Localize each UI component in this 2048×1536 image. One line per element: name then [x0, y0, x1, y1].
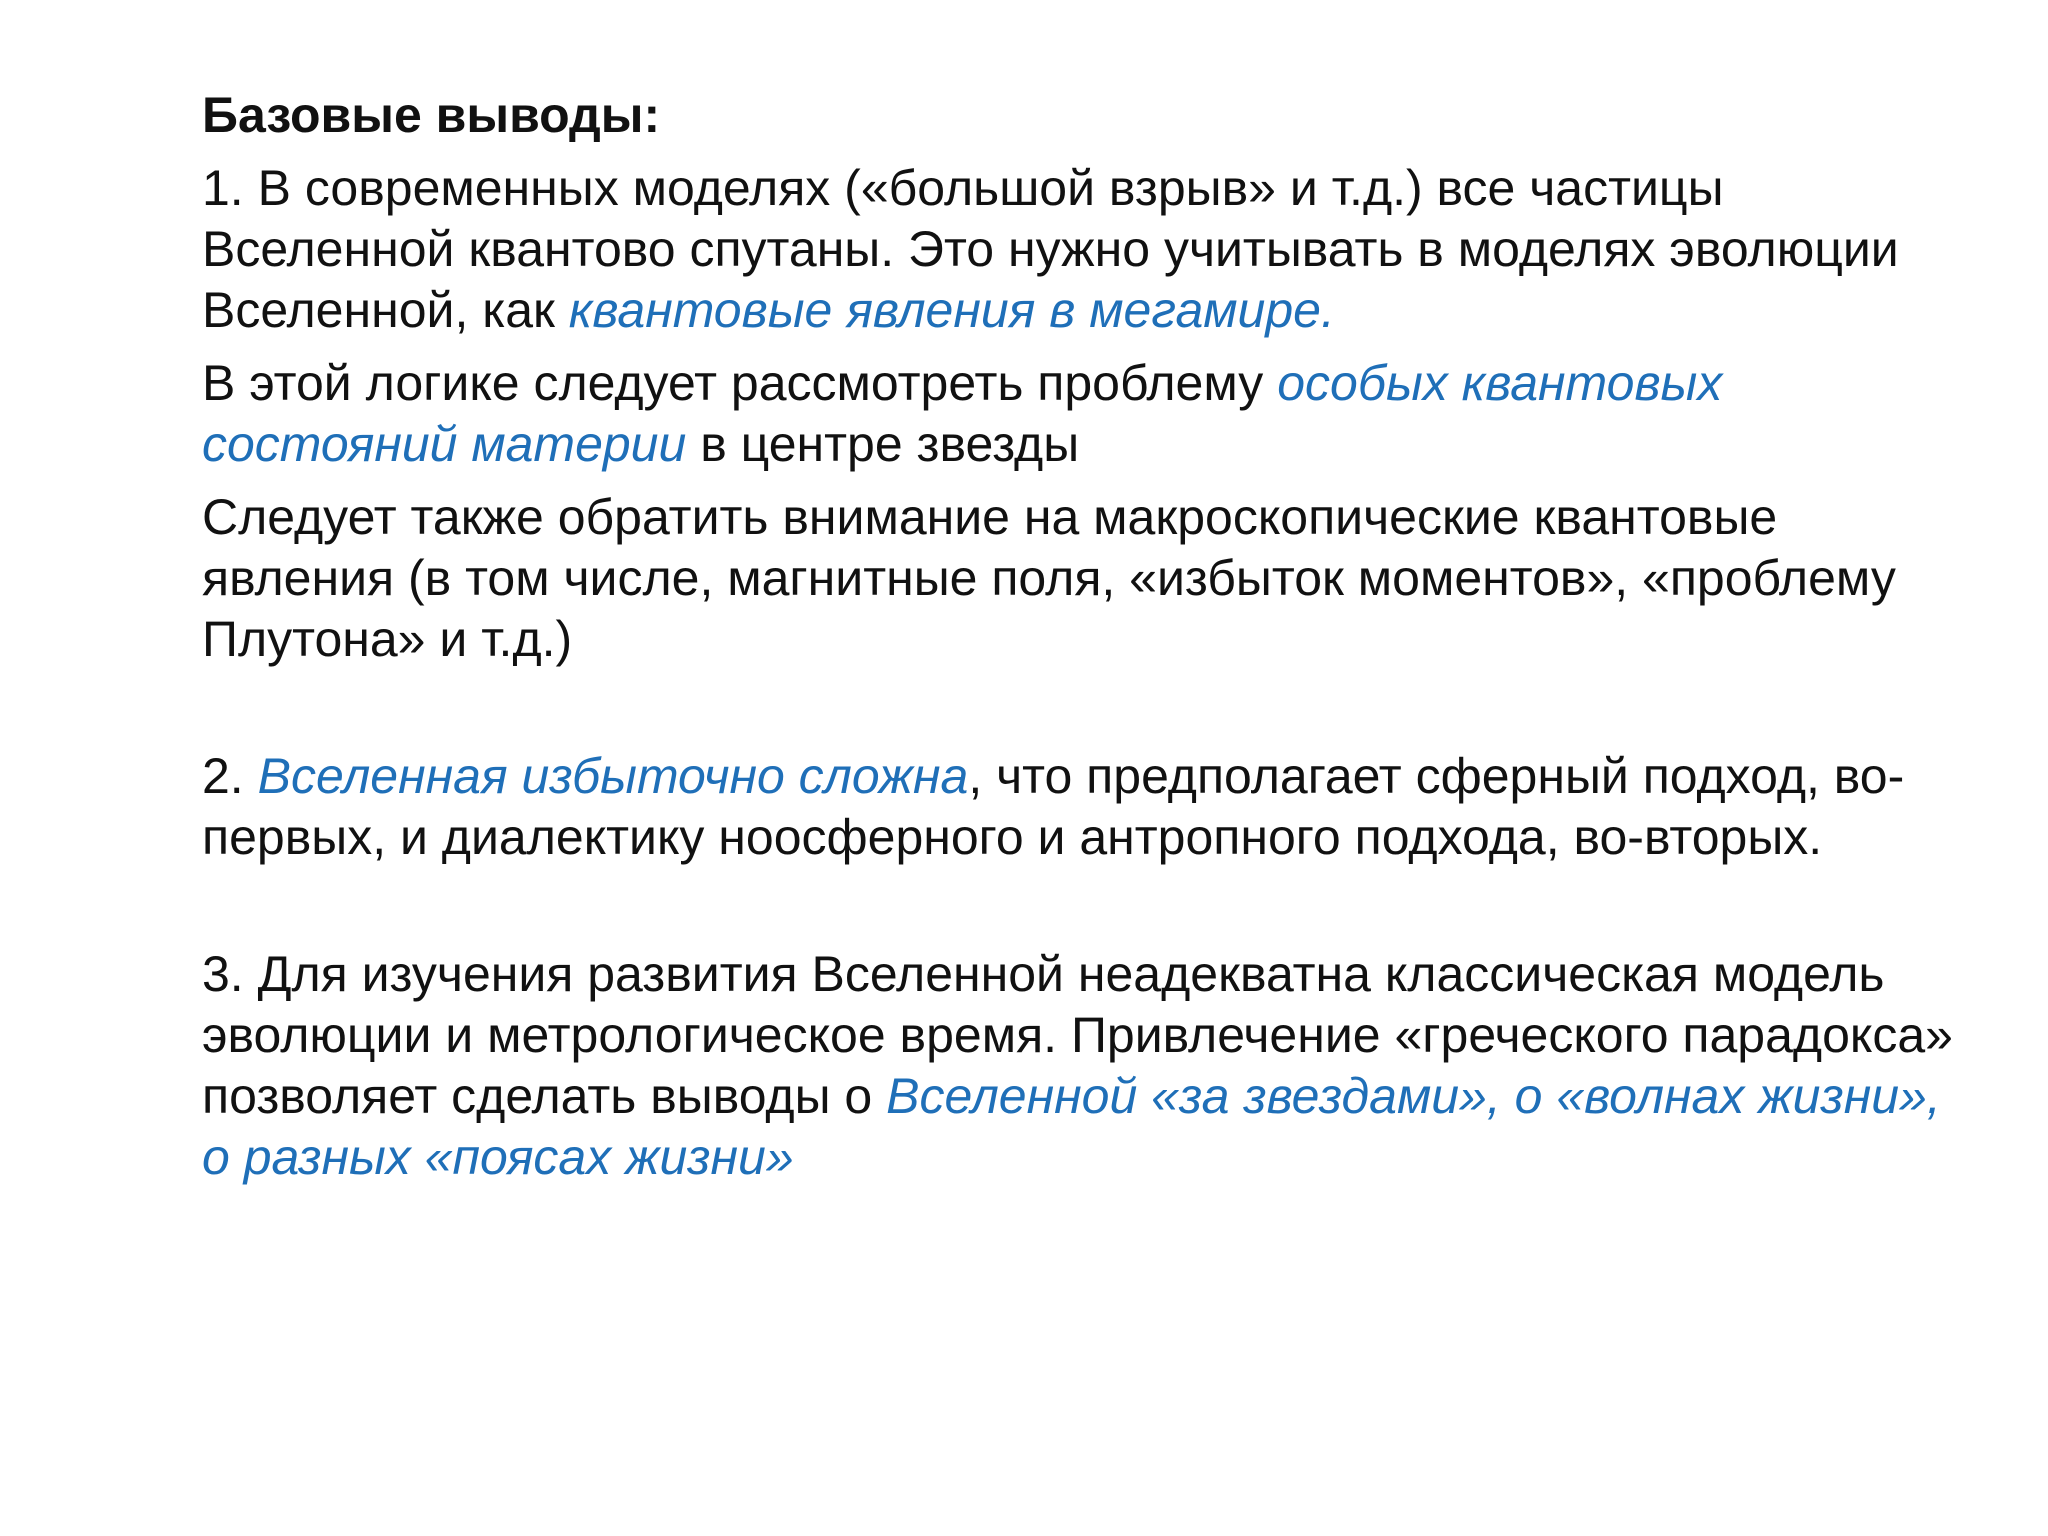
- conclusion-3-text: 3. Для изучения развития Вселенной неадекватна классическая модель эволюции и метрологическое время. Привлечение «греческого парадокса» позволяет сделать выводы о: [202, 946, 1953, 1124]
- conclusion-1-highlight: квантовые явления в мегамире.: [568, 282, 1335, 338]
- quantum-states-paragraph: [202, 353, 1962, 475]
- spacer: [202, 670, 1962, 746]
- conclusion-2-number: 2.: [202, 748, 258, 804]
- macroscopic-text: Следует также обратить внимание на макроскопические квантовые явления (в том числе, магнитные поля, «избыток моментов», «проблему Плутона» и т.д.): [202, 489, 1896, 667]
- conclusion-2-highlight: Вселенная избыточно сложна: [257, 748, 969, 804]
- spacer: [202, 868, 1962, 944]
- conclusion-3-highlight: Вселенной «за звездами», о «волнах жизни», о разных «поясах жизни»: [202, 1068, 1941, 1185]
- conclusion-2-text: , что предполагает сферный подход, во-первых, и диалектику ноосферного и антропного подхода, во-вторых.: [202, 748, 1905, 865]
- macroscopic-paragraph: [202, 487, 1962, 670]
- slide-heading: Базовые выводы:: [202, 87, 661, 143]
- conclusion-3-paragraph: [202, 944, 1962, 1188]
- spacer: [202, 475, 1962, 487]
- quantum-states-highlight: особых квантовых состояний материи: [202, 355, 1723, 472]
- conclusion-1-text: 1. В современных моделях («большой взрыв» и т.д.) все частицы Вселенной квантово спутаны. Это нужно учитывать в моделях эволюции Вселенной, как: [202, 160, 1899, 338]
- quantum-states-text-b: в центре звезды: [686, 416, 1080, 472]
- conclusion-2-paragraph: [202, 746, 1962, 868]
- quantum-states-text-a: В этой логике следует рассмотреть проблему: [202, 355, 1278, 411]
- conclusion-1-paragraph: [202, 158, 1962, 341]
- spacer: [202, 341, 1962, 353]
- slide-content: [202, 84, 1962, 1188]
